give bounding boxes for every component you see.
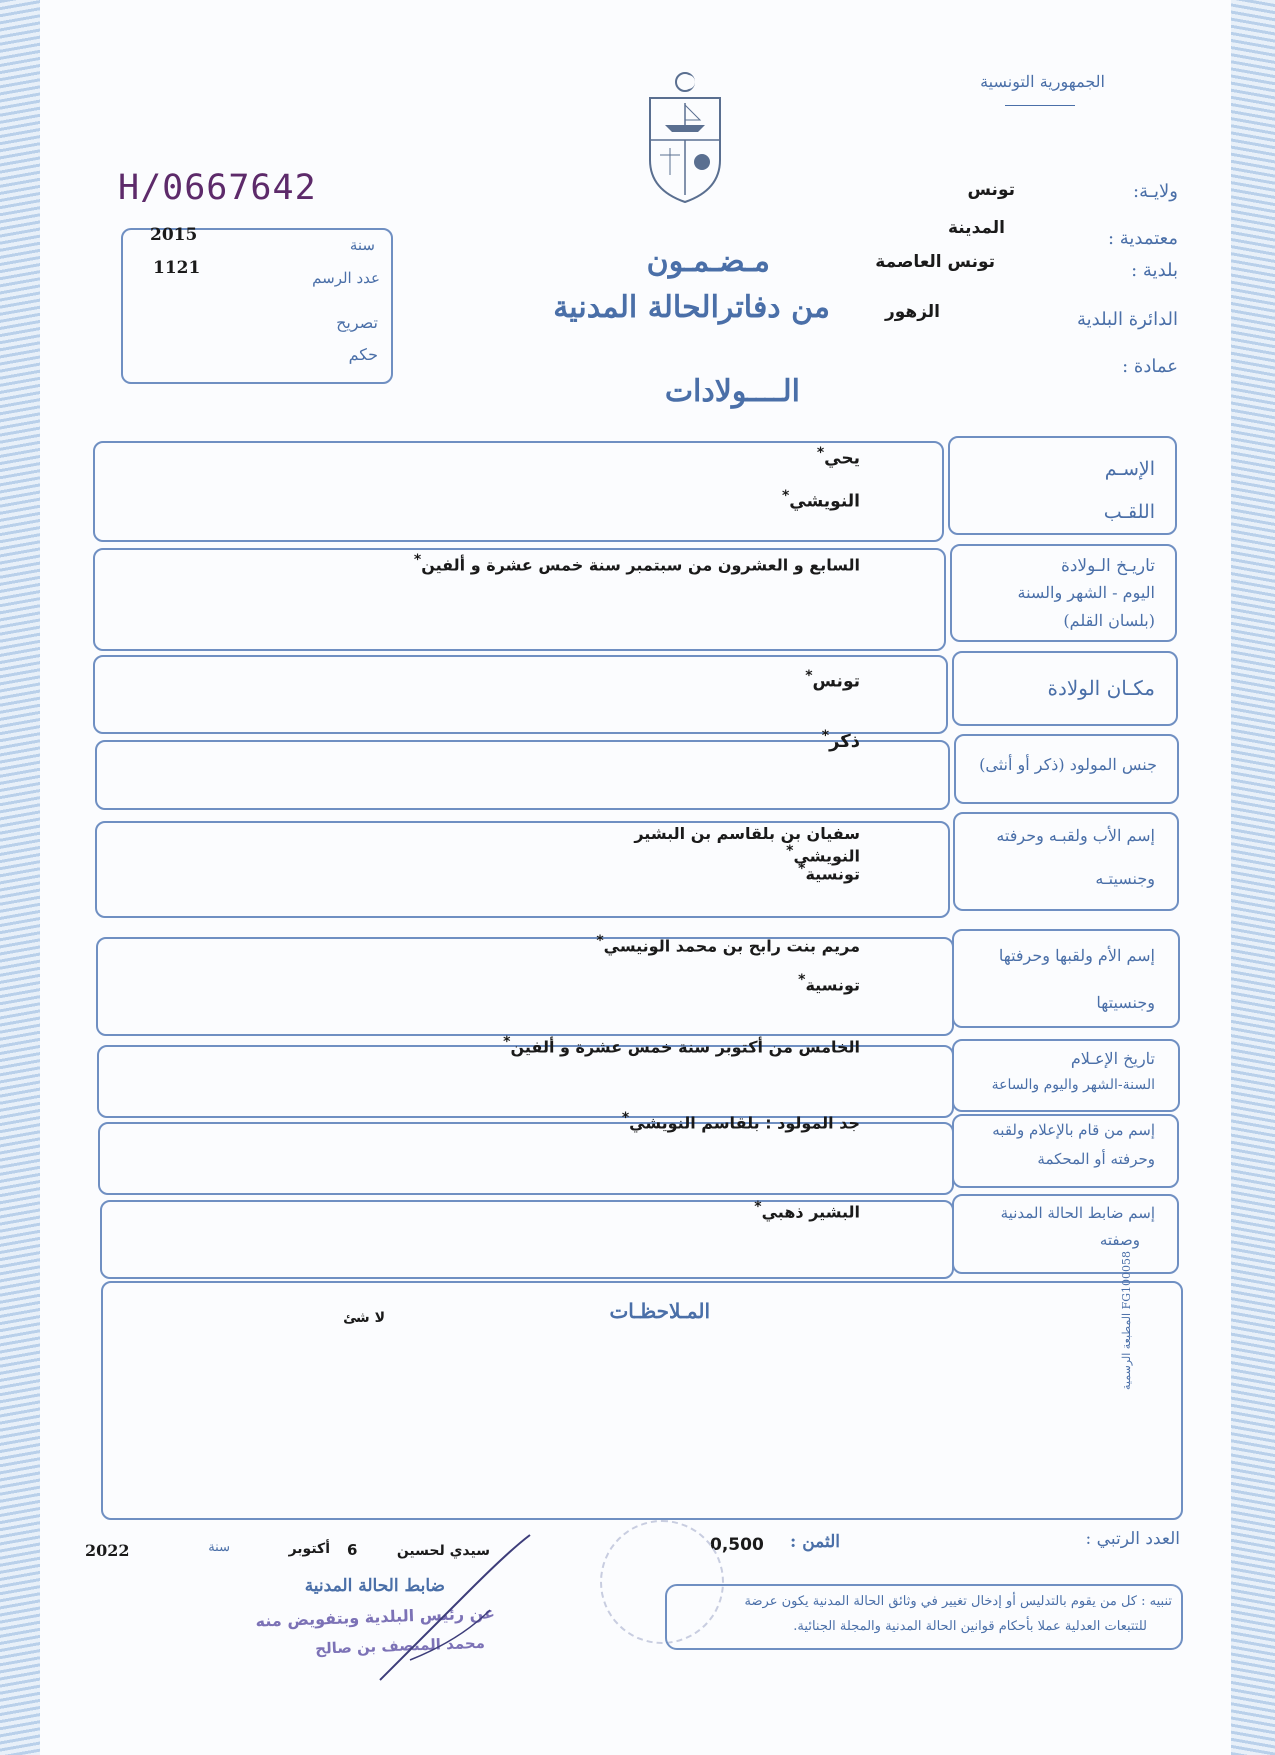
father-nationality: تونسية * (740, 861, 860, 883)
footer-year-label: سنة (208, 1540, 230, 1555)
mother-label-box (952, 929, 1180, 1028)
birthplace-value: تونس * (740, 668, 860, 692)
name-label: الإسـم (1104, 458, 1155, 480)
declaration-date-label-1: تاريخ الإعـلام (1070, 1049, 1155, 1068)
footer-year-value: 2022 (85, 1541, 130, 1560)
declarant-value-box (98, 1122, 954, 1195)
officer-label-2: وصفته (1099, 1231, 1140, 1249)
surname-label: اللقـب (1103, 501, 1155, 523)
father-value: سفيان بن بلقاسم بن البشير النويشي * (560, 824, 860, 865)
republic-underline (1005, 105, 1075, 106)
officer-value: البشير ذهبي * (740, 1199, 860, 1221)
birthplace-label: مكـان الولادة (1047, 676, 1155, 700)
daira-value: الزهور (884, 302, 940, 322)
daira-label: الدائرة البلدية (1076, 309, 1178, 330)
declarant-value: جد المولود : بلقاسم النويشي * (610, 1110, 860, 1132)
title-births: الــــولادات (664, 374, 800, 409)
omada-label: عمادة : (1122, 356, 1178, 377)
motamadia-label: معتمدية : (1107, 228, 1178, 249)
officer-label-1: إسم ضابط الحالة المدنية (1000, 1204, 1155, 1222)
registry-number-label: عدد الرسم (312, 269, 380, 287)
motamadia-value: المدينة (947, 218, 1005, 238)
first-name-value: يحي * (700, 445, 860, 469)
notice-line-2: للتتبعات العدلية عملا بأحكام قوانين الحالة المدنية والمجلة الجنائية. (793, 1619, 1147, 1634)
declaration-date-value: الخامس من أكتوبر سنة خمس عشرة و ألفين * (490, 1034, 860, 1056)
birthdate-label-2: اليوم - الشهر والسنة (1017, 583, 1155, 602)
declarant-label-1: إسم من قام بالإعلام ولقبه (992, 1121, 1155, 1139)
birthdate-label-3: (بلسان القلم) (1063, 611, 1155, 630)
declaration-label: تصريح (336, 313, 378, 332)
republic-label: الجمهورية التونسية (980, 72, 1105, 91)
title-madmoun: مـضـمـون (646, 244, 770, 279)
mother-nationality: تونسية * (740, 972, 860, 994)
baladia-value: تونس العاصمة (875, 252, 995, 272)
declaration-date-label-2: السنة-الشهر واليوم والساعة (991, 1077, 1155, 1093)
registry-year-label: سنة (349, 236, 375, 254)
footer-day: 6 (347, 1541, 358, 1559)
surname-value: النويشي * (700, 488, 860, 512)
registry-year-value: 2015 (150, 225, 198, 245)
wilaya-value: تونس (967, 180, 1015, 200)
father-label-1: إسم الأب ولقبـه وحرفته (996, 826, 1155, 845)
title-registers: من دفاترالحالة المدنية (553, 290, 830, 325)
footer-officer-title: ضابط الحالة المدنية (304, 1576, 445, 1596)
registry-number-value: 1121 (153, 258, 201, 278)
serial-number: H/0667642 (118, 168, 317, 208)
remarks-value: لا شئ (343, 1310, 385, 1326)
sex-value: ذكر * (760, 728, 860, 752)
birthdate-label-1: تاريـخ الـولادة (1060, 556, 1155, 576)
birthplace-value-box (93, 655, 948, 734)
signature-stamp-line-1: عن رئيس البلدية وبتفويض منه (255, 1603, 496, 1631)
declarant-label-2: وحرفته أو المحكمة (1037, 1150, 1155, 1168)
signature-scribble (370, 1530, 540, 1690)
birthdate-value: السابع و العشرون من سبتمبر سنة خمس عشرة و ألفين * (380, 552, 860, 574)
father-label-2: وجنسيتـه (1095, 869, 1155, 888)
footer-serial-label: العدد الرتبي : (1085, 1529, 1180, 1549)
sex-label: جنس المولود (ذكر أو أنثى) (979, 755, 1157, 774)
notice-line-1: تنبيه : كل من يقوم بالتدليس أو إدخال تغيير في وثائق الحالة المدنية يكون عرضة (744, 1594, 1172, 1609)
wilaya-label: ولايـة: (1133, 181, 1178, 202)
coat-of-arms-emblem (640, 70, 730, 205)
footer-place: سيدي لحسين (396, 1543, 490, 1559)
baladia-label: بلدية : (1131, 260, 1178, 281)
printer-mark: المطبعة الرسمية FG100058 (1120, 1250, 1133, 1390)
judgment-label: حكم (348, 345, 378, 364)
footer-month: أكتوبر (288, 1541, 330, 1557)
price-label: الثمن : (790, 1532, 840, 1552)
signature-stamp-line-2: محمد المنصف بن صالح (314, 1633, 486, 1658)
mother-label-2: وجنسيتها (1096, 993, 1155, 1012)
mother-value: مريم بنت رابح بن محمد الونيسي * (590, 933, 860, 955)
price-value: 0,500 (710, 1535, 764, 1555)
mother-label-1: إسم الأم ولقبها وحرفتها (998, 946, 1155, 965)
remarks-title: المـلاحظـات (609, 1299, 710, 1323)
right-decorative-border (1231, 0, 1275, 1755)
